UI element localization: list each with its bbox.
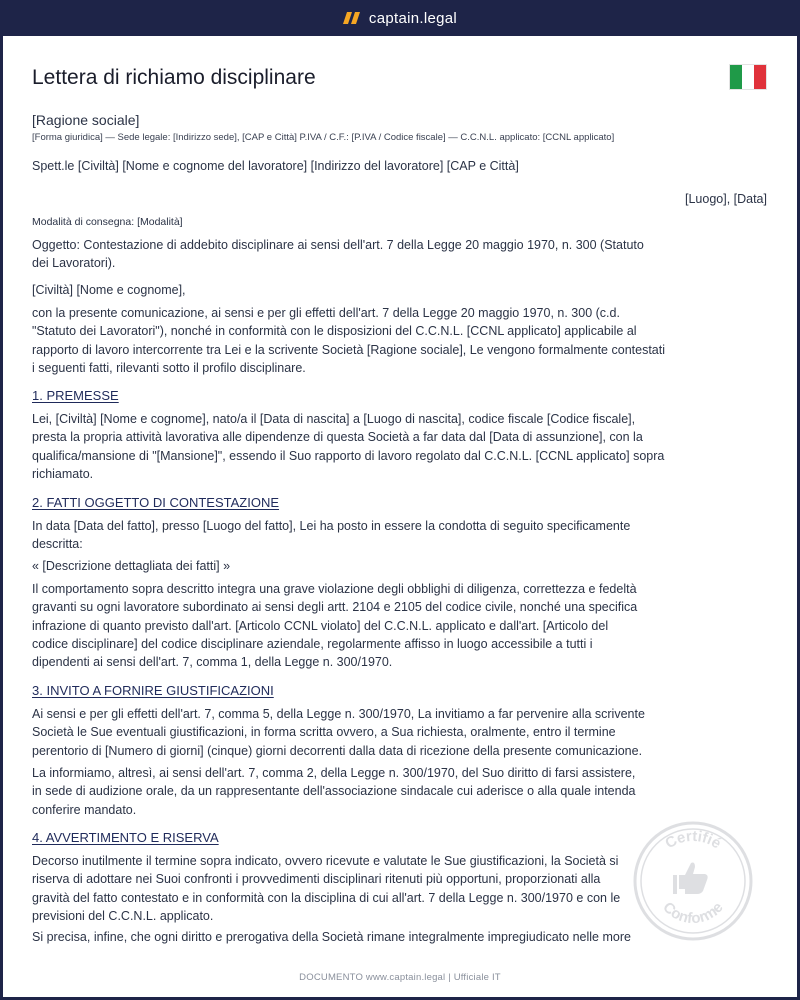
recipient-address: Spett.le [Civiltà] [Nome e cognome del lavoratore] [Indirizzo del lavoratore] [CAP e Città] xyxy=(32,159,519,173)
svg-text:Conforme xyxy=(659,899,726,928)
company-legal-details: [Forma giuridica] — Sede legale: [Indirizzo sede], [CAP e Città] P.IVA / C.F.: [P.IVA / Codice fiscale] — C.C.N.L. applicato: [CCNL applicato] xyxy=(32,132,615,143)
place-and-date: [Luogo], [Data] xyxy=(684,192,767,206)
delivery-method: Modalità di consegna: [Modalità] xyxy=(32,216,183,228)
stamp-top-text: Certifié xyxy=(662,827,724,853)
section-fatti-intro: In data [Data del fatto], presso [Luogo del fatto], Lei ha posto in essere la condotta di seguito specificamente descritta: xyxy=(32,519,631,552)
section-avvertimento-text-1: Decorso inutilmente il termine sopra indicato, ovvero ricevute e valutate le Sue giustificazioni, la Società si riserva di adottare nei Suoi confronti i provvedimenti disciplinari ritenuti più opportuni, proporzionati alla gravità del fatto contestato e in conformità con la disciplina di cui all'art. 7 della Legge n. 300/1970 e con le previsioni del C.C.N.L. applicato. xyxy=(32,854,621,923)
section-heading-premesse: 1. PREMESSE xyxy=(32,388,119,403)
section-fatti-text: Il comportamento sopra descritto integra una grave violazione degli obblighi di diligenza, correttezza e fedeltà gravanti su ogni lavoratore subordinato ai sensi degli artt. 2104 e 2105 del codice civile, nonché una specifica infrazione di quanto previsto dall'art. [Articolo CCNL violato] del C.C.N.L. applicato e dall'art. [Articolo del codice disciplinare] del codice disciplinare aziendale, regolarmente affisso in luogo accessibile a tutti i dipendenti ai sensi dell'art. 7, comma 1, della Legge n. 300/1970. xyxy=(32,582,638,670)
document-footer: DOCUMENTO www.captain.legal | Ufficiale IT xyxy=(299,972,501,983)
brand-name: captain.legal xyxy=(368,9,458,27)
certified-stamp-icon xyxy=(631,819,755,943)
section-fatti-quote: « [Descrizione dettagliata dei fatti] » xyxy=(32,559,231,573)
section-heading-giustificazioni: 3. INVITO A FORNIRE GIUSTIFICAZIONI xyxy=(32,683,274,698)
section-heading-avvertimento: 4. AVVERTIMENTO E RISERVA xyxy=(32,830,219,845)
section-giustificazioni-text-2: La informiamo, altresì, ai sensi dell'art. 7, comma 2, della Legge n. 300/1970, del Suo diritto di farsi assistere, in sede di audizione orale, da un rappresentante dell'associazione sindacale cui aderisce o alla quale intenda conferire mandato. xyxy=(32,766,636,817)
captain-legal-logo-icon xyxy=(343,12,361,24)
italy-flag-icon xyxy=(729,64,767,90)
svg-text:Certifié xyxy=(662,828,724,852)
company-name: [Ragione sociale] xyxy=(32,112,140,128)
document-title: Lettera di richiamo disciplinare xyxy=(32,66,316,89)
intro-paragraph: con la presente comunicazione, ai sensi e per gli effetti dell'art. 7 della Legge 20 maggio 1970, n. 300 (c.d. "Statuto dei Lavoratori"), nonché in conformità con le disposizioni del C.C.N.L. [CCNL applicato] applicabile al rapporto di lavoro intercorrente tra Lei e la scrivente Società [Ragione sociale], Le vengono formalmente contestati i seguenti fatti, rilevanti sotto il profilo disciplinare. xyxy=(32,306,665,375)
greeting: [Civiltà] [Nome e cognome], xyxy=(32,283,186,297)
section-giustificazioni-text-1: Ai sensi e per gli effetti dell'art. 7, comma 5, della Legge n. 300/1970, La invitiamo a far pervenire alla scrivente Società le Sue eventuali giustificazioni, in forma scritta ovvero, a Sua richiesta, oralmente, entro il termine perentorio di [Numero di giorni] (cinque) giorni decorrenti dalla data di ricezione della presente comunicazione. xyxy=(32,707,645,758)
subject: Oggetto: Contestazione di addebito disciplinare ai sensi dell'art. 7 della Legge 20 maggio 1970, n. 300 (Statuto dei Lavoratori). xyxy=(32,238,644,271)
top-bar xyxy=(0,0,800,36)
brand[interactable] xyxy=(343,10,457,27)
stamp-bottom-text: Conforme xyxy=(659,898,727,928)
section-avvertimento-text-2: Si precisa, infine, che ogni diritto e prerogativa della Società rimane integralmente impregiudicato nelle more xyxy=(32,930,631,944)
document-sheet xyxy=(3,36,797,997)
section-premesse-text: Lei, [Civiltà] [Nome e cognome], nato/a il [Data di nascita] a [Luogo di nascita], codice fiscale [Codice fiscale], presta la propria attività lavorativa alle dipendenze di questa Società a far data dal [Data di assunzione], con la qualifica/mansione di "[Mansione]", essendo il Suo rapporto di lavoro regolato dal C.C.N.L. [CCNL applicato] sopra richiamato. xyxy=(32,412,665,481)
section-heading-fatti: 2. FATTI OGGETTO DI CONTESTAZIONE xyxy=(32,495,280,510)
